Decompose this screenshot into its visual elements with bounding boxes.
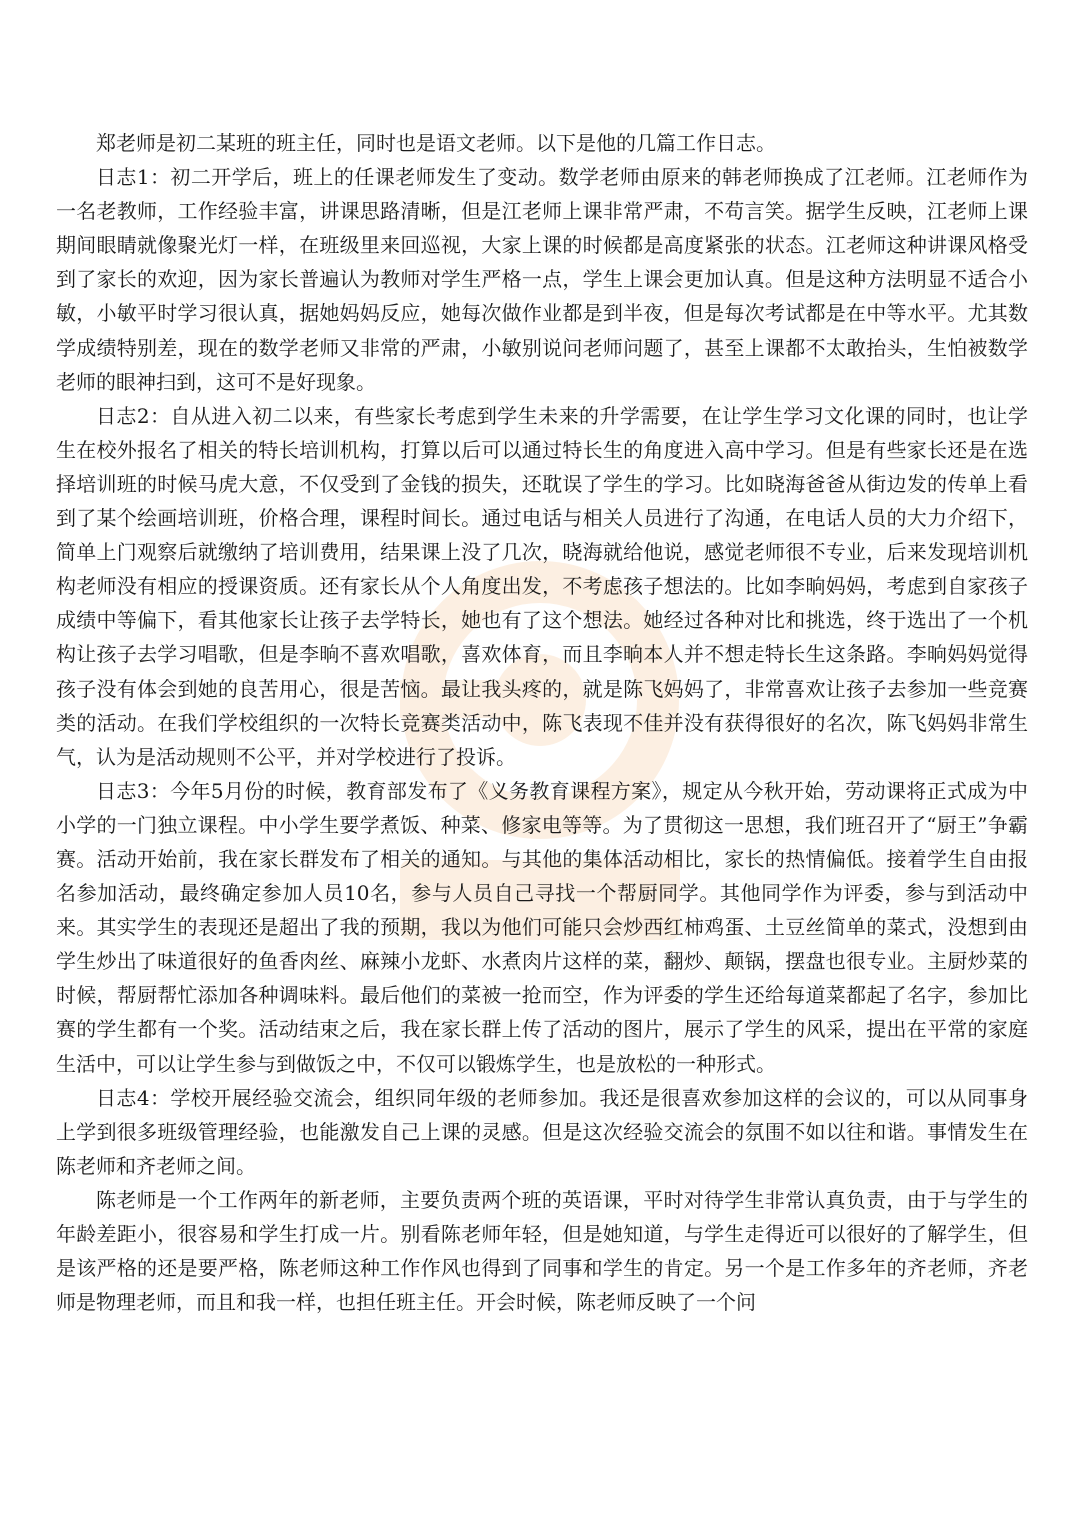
log-4-paragraph: 日志4：学校开展经验交流会，组织同年级的老师参加。我还是很喜欢参加这样的会议的，可以从同事身上学到很多班级管理经验，也能激发自己上课的灵感。但是这次经验交流会的氛围不如以往和谐。事情发生在陈老师和齐老师之间。 bbox=[56, 1085, 1028, 1178]
log-3-paragraph: 日志3：今年5月份的时候，教育部发布了《义务教育课程方案》，规定从今秋开始，劳动课将正式成为中小学的一门独立课程。中小学生要学煮饭、种菜、修家电等等。为了贯彻这一思想，我们班召开了“厨王”争霸赛。活动开始前，我在家长群发布了相关的通知。与其他的集体活动相比，家长的热情偏低。接着学生自由报名参加活动，最终确定参加人员10名，参与人员自己寻找一个帮厨同学。其他同学作为评委，参与到活动中来。其实学生的表现还是超出了我的预期，我以为他们可能只会炒西红柿鸡蛋、土豆丝简单的菜式，没想到由学生炒出了味道很好的鱼香肉丝、麻辣小龙虾、水煮肉片这样的菜，翻炒、颠锅，摆盘也很专业。主厨炒菜的时候，帮厨帮忙添加各种调味料。最后他们的菜被一抢而空，作为评委的学生还给每道菜都起了名字，参加比赛的学生都有一个奖。活动结束之后，我在家长群上传了活动的图片，展示了学生的风采，提出在平常的家庭生活中，可以让学生参与到做饭之中，不仅可以锻炼学生，也是放松的一种形式。 bbox=[56, 778, 1028, 1076]
log-1-paragraph: 日志1：初二开学后，班上的任课老师发生了变动。数学老师由原来的韩老师换成了江老师。江老师作为一名老教师，工作经验丰富，讲课思路清晰，但是江老师上课非常严肃，不苟言笑。据学生反映，江老师上课期间眼睛就像聚光灯一样，在班级里来回巡视，大家上课的时候都是高度紧张的状态。江老师这种讲课风格受到了家长的欢迎，因为家长普遍认为教师对学生严格一点，学生上课会更加认真。但是这种方法明显不适合小敏，小敏平时学习很认真，据她妈妈反应，她每次做作业都是到半夜，但是每次考试都是在中等水平。尤其数学成绩特别差，现在的数学老师又非常的严肃，小敏别说问老师问题了，甚至上课都不太敢抬头，生怕被数学老师的眼神扫到，这可不是好现象。 bbox=[56, 165, 1028, 394]
log-4-continuation-paragraph: 陈老师是一个工作两年的新老师，主要负责两个班的英语课，平时对待学生非常认真负责，由于与学生的年龄差距小，很容易和学生打成一片。别看陈老师年轻，但是她知道，与学生走得近可以很好的了解学生，但是该严格的还是要严格，陈老师这种工作作风也得到了同事和学生的肯定。另一个是工作多年的齐老师，齐老师是物理老师，而且和我一样，也担任班主任。开会时候，陈老师反映了一个问 bbox=[56, 1187, 1028, 1315]
intro-paragraph: 郑老师是初二某班的班主任，同时也是语文老师。以下是他的几篇工作日志。 bbox=[96, 131, 776, 155]
document-body bbox=[56, 126, 1028, 1319]
log-2-paragraph: 日志2：自从进入初二以来，有些家长考虑到学生未来的升学需要，在让学生学习文化课的同时，也让学生在校外报名了相关的特长培训机构，打算以后可以通过特长生的角度进入高中学习。但是有些家长还是在选择培训班的时候马虎大意，不仅受到了金钱的损失，还耽误了学生的学习。比如晓海爸爸从街边发的传单上看到了某个绘画培训班，价格合理，课程时间长。通过电话与相关人员进行了沟通，在电话人员的大力介绍下，简单上门观察后就缴纳了培训费用，结果课上没了几次，晓海就给他说，感觉老师很不专业，后来发现培训机构老师没有相应的授课资质。还有家长从个人角度出发，不考虑孩子想法的。比如李晌妈妈，考虑到自家孩子成绩中等偏下，看其他家长让孩子去学特长，她也有了这个想法。她经过各种对比和挑选，终于选出了一个机构让孩子去学习唱歌，但是李晌不喜欢唱歌，喜欢体育，而且李晌本人并不想走特长生这条路。李晌妈妈觉得孩子没有体会到她的良苦用心，很是苦恼。最让我头疼的，就是陈飞妈妈了，非常喜欢让孩子去参加一些竞赛类的活动。在我们学校组织的一次特长竞赛类活动中，陈飞表现不佳并没有获得很好的名次，陈飞妈妈非常生气，认为是活动规则不公平，并对学校进行了投诉。 bbox=[56, 403, 1028, 769]
